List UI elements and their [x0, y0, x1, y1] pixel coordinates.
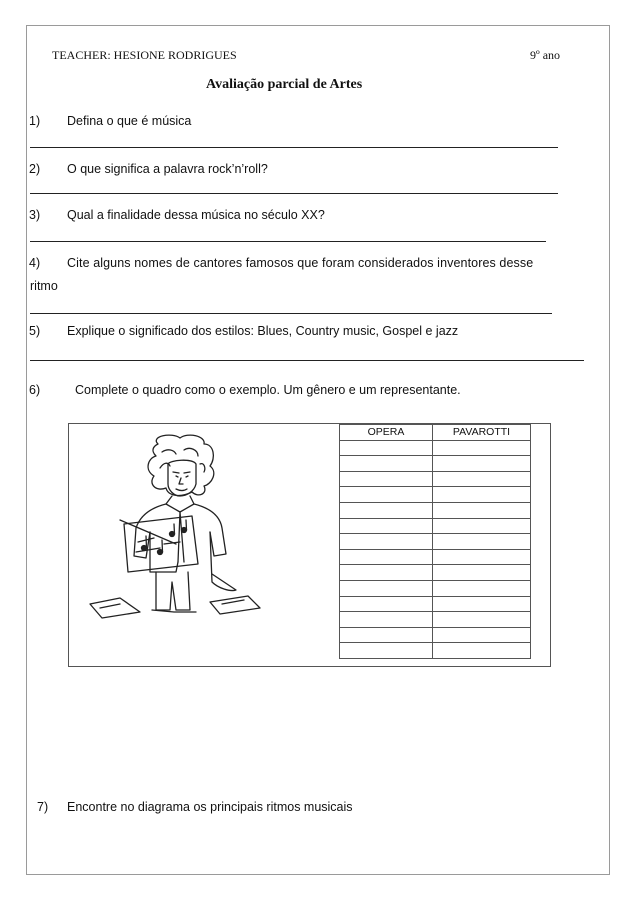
- answer-line-5[interactable]: [30, 360, 584, 361]
- table-cell-artist[interactable]: [433, 487, 531, 503]
- page-title: Avaliação parcial de Artes: [206, 77, 363, 92]
- table-cell-artist[interactable]: [433, 580, 531, 596]
- table-cell-genre[interactable]: [340, 487, 433, 503]
- genre-table: [339, 424, 531, 659]
- answer-line-4[interactable]: [30, 313, 552, 314]
- question-text-continuation: ritmo: [30, 279, 58, 293]
- table-row: [340, 596, 531, 612]
- table-row: [340, 502, 531, 518]
- table-row: [340, 456, 531, 472]
- question-text: Encontre no diagrama os principais ritmos musicais: [67, 800, 353, 814]
- table-row: [340, 565, 531, 581]
- table-cell-artist[interactable]: [433, 440, 531, 456]
- table-cell-artist[interactable]: [433, 612, 531, 628]
- table-row: [340, 440, 531, 456]
- answer-line-2[interactable]: [30, 193, 558, 194]
- question-number: 4): [29, 256, 41, 270]
- table-cell-genre[interactable]: [340, 549, 433, 565]
- question-text: Qual a finalidade dessa música no século XX?: [67, 208, 325, 222]
- answer-line-3[interactable]: [30, 241, 546, 242]
- table-cell-genre[interactable]: [340, 580, 433, 596]
- table-cell-genre[interactable]: [340, 627, 433, 643]
- table-row: [340, 487, 531, 503]
- question-number: 2): [29, 162, 41, 176]
- table-cell-artist[interactable]: [433, 518, 531, 534]
- table-cell-artist[interactable]: [433, 534, 531, 550]
- table-row: [340, 518, 531, 534]
- table-row: [340, 627, 531, 643]
- table-cell-artist[interactable]: [433, 596, 531, 612]
- table-cell-artist[interactable]: [433, 502, 531, 518]
- question-number: 7): [37, 800, 49, 814]
- table-cell-artist[interactable]: [433, 549, 531, 565]
- table-row: [340, 643, 531, 659]
- table-cell-artist[interactable]: [433, 471, 531, 487]
- table-cell-genre[interactable]: [340, 643, 433, 659]
- table-cell-artist[interactable]: [433, 643, 531, 659]
- question-number: 6): [29, 383, 41, 397]
- table-cell-artist[interactable]: [433, 456, 531, 472]
- question-text: O que significa a palavra rock’n’roll?: [67, 162, 268, 176]
- table-row: [340, 471, 531, 487]
- conductor-illustration-icon: [80, 432, 280, 622]
- question-text: Cite alguns nomes de cantores famosos que foram considerados inventores desse: [67, 256, 534, 270]
- table-row: [340, 612, 531, 628]
- table-cell-artist[interactable]: [433, 565, 531, 581]
- table-cell-genre[interactable]: [340, 596, 433, 612]
- table-cell-genre[interactable]: [340, 534, 433, 550]
- question-number: 5): [29, 324, 41, 338]
- answer-line-1[interactable]: [30, 147, 558, 148]
- table-row: [340, 580, 531, 596]
- table-cell-artist[interactable]: [433, 627, 531, 643]
- table-cell-genre: OPERA: [340, 425, 433, 441]
- question-text: Defina o que é música: [67, 114, 192, 128]
- question-text: Complete o quadro como o exemplo. Um gênero e um representante.: [75, 383, 461, 397]
- table-cell-genre[interactable]: [340, 440, 433, 456]
- question-number: 3): [29, 208, 41, 222]
- table-row: [340, 549, 531, 565]
- table-cell-genre[interactable]: [340, 565, 433, 581]
- question-text: Explique o significado dos estilos: Blues, Country music, Gospel e jazz: [67, 324, 459, 338]
- table-row: [340, 534, 531, 550]
- table-cell-artist: PAVAROTTI: [433, 425, 531, 441]
- table-cell-genre[interactable]: [340, 612, 433, 628]
- teacher-name: TEACHER: HESIONE RODRIGUES: [52, 48, 237, 62]
- table-row: [340, 425, 531, 441]
- grade-label: 9º ano: [530, 48, 561, 62]
- table-cell-genre[interactable]: [340, 518, 433, 534]
- table-cell-genre[interactable]: [340, 502, 433, 518]
- table-cell-genre[interactable]: [340, 456, 433, 472]
- question-number: 1): [29, 114, 41, 128]
- table-cell-genre[interactable]: [340, 471, 433, 487]
